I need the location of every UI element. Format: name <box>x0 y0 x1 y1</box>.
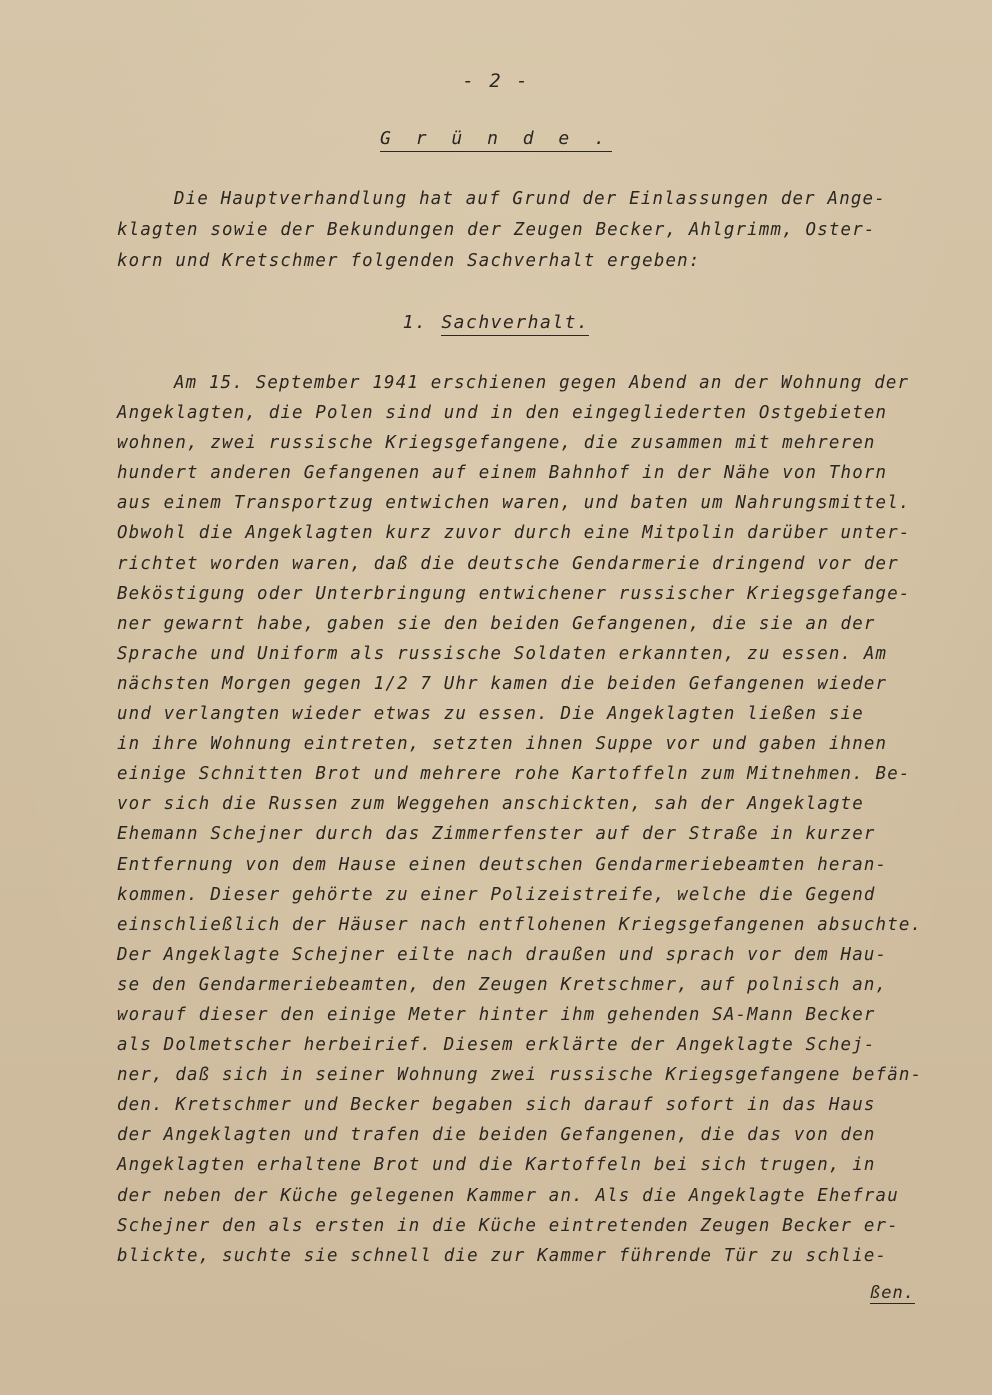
section-heading <box>0 312 992 333</box>
body-line: kommen. Dieser gehörte zu einer Polizeistreife, welche die Gegend <box>117 884 876 905</box>
body-line: worauf dieser den einige Meter hinter ihm gehenden SA-Mann Becker <box>117 1004 876 1025</box>
continuation-word <box>870 1283 915 1303</box>
body-line: se den Gendarmeriebeamten, den Zeugen Kretschmer, auf polnisch an, <box>117 974 888 995</box>
body-line: Schejner den als ersten in die Küche eintretenden Zeugen Becker er- <box>117 1215 899 1236</box>
body-line: richtet worden waren, daß die deutsche Gendarmerie dringend vor der <box>117 553 899 574</box>
body-line: Am 15. September 1941 erschienen gegen Abend an der Wohnung der <box>174 373 910 393</box>
continuation-text: ßen. <box>870 1283 915 1303</box>
body-line: einige Schnitten Brot und mehrere rohe Kartoffeln zum Mitnehmen. Be- <box>117 764 911 785</box>
body-line: und verlangten wieder etwas zu essen. Die Angeklagten ließen sie <box>117 704 864 725</box>
body-line: Beköstigung oder Unterbringung entwichener russischer Kriegsgefange- <box>117 583 911 604</box>
section-number: 1. <box>402 312 428 333</box>
body-line: einschließlich der Häuser nach entflohenen Kriegsgefangenen absuchte. <box>117 914 923 935</box>
body-line: der Angeklagten und trafen die beiden Gefangenen, die das von den <box>117 1125 876 1146</box>
body-line: Entfernung von dem Hause einen deutschen Gendarmeriebeamten heran- <box>117 854 888 875</box>
body-line: Obwohl die Angeklagten kurz zuvor durch eine Mitpolin darüber unter- <box>117 523 911 544</box>
body-line: ner, daß sich in seiner Wohnung zwei russische Kriegsgefangene befän- <box>117 1065 923 1086</box>
heading-text: G r ü n d e . <box>380 128 612 152</box>
body-line: blickte, suchte sie schnell die zur Kammer führende Tür zu schlie- <box>117 1245 888 1266</box>
section-title: Sachverhalt. <box>441 312 589 336</box>
body-line: Der Angeklagte Schejner eilte nach draußen und sprach vor dem Hau- <box>117 944 888 965</box>
body-line: vor sich die Russen zum Weggehen anschickten, sah der Angeklagte <box>117 794 864 815</box>
body-line: Ehemann Schejner durch das Zimmerfenster auf der Straße in kurzer <box>117 824 876 845</box>
body-paragraph <box>117 368 937 1271</box>
intro-line: korn und Kretschmer folgenden Sachverhalt ergeben: <box>117 251 701 271</box>
intro-paragraph <box>117 184 917 277</box>
body-line: aus einem Transportzug entwichen waren, und baten um Nahrungsmittel. <box>117 493 911 514</box>
body-line: Angeklagten erhaltene Brot und die Kartoffeln bei sich trugen, in <box>117 1155 876 1176</box>
body-line: der neben der Küche gelegenen Kammer an. Als die Angeklagte Ehefrau <box>117 1185 899 1206</box>
body-line: in ihre Wohnung eintreten, setzten ihnen Suppe vor und gaben ihnen <box>117 734 888 755</box>
intro-line: klagten sowie der Bekundungen der Zeugen Becker, Ahlgrimm, Oster- <box>117 220 876 240</box>
intro-line: Die Hauptverhandlung hat auf Grund der Einlassungen der Ange- <box>174 189 886 209</box>
body-line: nächsten Morgen gegen 1/2 7 Uhr kamen die beiden Gefangenen wieder <box>117 673 888 694</box>
body-line: Angeklagten, die Polen sind und in den eingegliederten Ostgebieten <box>117 403 888 424</box>
body-line: ner gewarnt habe, gaben sie den beiden Gefangenen, die sie an der <box>117 613 876 634</box>
page-number: - 2 - <box>462 70 530 92</box>
body-line: wohnen, zwei russische Kriegsgefangene, die zusammen mit mehreren <box>117 433 876 454</box>
body-line: als Dolmetscher herbeirief. Diesem erklärte der Angeklagte Schej- <box>117 1035 876 1056</box>
body-line: den. Kretschmer und Becker begaben sich darauf sofort in das Haus <box>117 1095 876 1116</box>
heading <box>0 128 992 149</box>
body-line: hundert anderen Gefangenen auf einem Bahnhof in der Nähe von Thorn <box>117 463 888 484</box>
body-line: Sprache und Uniform als russische Soldaten erkannten, zu essen. Am <box>117 643 888 664</box>
